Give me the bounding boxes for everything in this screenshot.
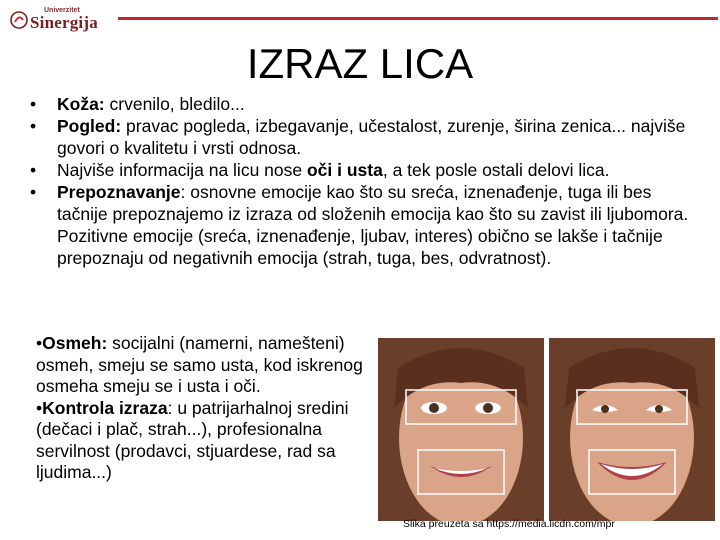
bullet-list <box>30 93 702 269</box>
genuine-smile-photo <box>549 338 715 521</box>
header-rule <box>118 17 718 20</box>
bullet-item <box>30 181 702 269</box>
control-keyword: Kontrola izraza <box>42 397 168 418</box>
bullet-text: pravac pogleda, izbegavanje, učestalost, zurenje, širina zenica... najviše govori o kvalitetu i vrsti odnosa. <box>57 116 686 158</box>
bullet-keyword: oči i usta <box>306 160 383 180</box>
smile-text: socijalni (namerni, namešteni) osmeh, smeju se samo usta, kod iskrenog osmeha smeju se i usta i oči. <box>36 333 363 396</box>
bullet-dot: • <box>30 116 37 136</box>
bullet-item <box>30 115 702 159</box>
bullet-keyword: Pogled: <box>57 116 122 136</box>
smile-comparison-photos <box>378 338 715 521</box>
bullet-keyword: Koža: <box>57 94 105 114</box>
slide-title: IZRAZ LICA <box>246 40 474 87</box>
bullet-item <box>30 159 702 181</box>
smile-paragraph <box>36 333 366 398</box>
smile-keyword: Osmeh: <box>42 333 108 353</box>
paragraph-bullet: • <box>36 333 43 353</box>
smile-text-box <box>36 333 366 484</box>
university-logo <box>6 5 116 33</box>
logo-wordmark: Sinergija <box>30 13 98 32</box>
bullet-text-pre: Najviše informacija na licu nose <box>57 160 307 180</box>
bullet-dot: • <box>30 94 37 114</box>
bullet-keyword: Prepoznavanje <box>57 182 181 202</box>
bullet-text: : osnovne emocije kao što su sreća, iznenađenje, tuga ili bes tačnije prepoznajemo iz izraza od složenih emocija kao što su zavist ili ljubomora. Pozitivne emocije (sreća, iznenađenje, ljubav, interes) obično se lakše i tačnije prepoznaju od negativnih emocija (strah, tuga, bes, odvratnost). <box>57 182 689 268</box>
logo-mark-icon <box>10 11 28 29</box>
logo-subtitle: Univerzitet <box>44 7 80 14</box>
bullet-dot: • <box>30 182 37 202</box>
bullet-item <box>30 93 702 115</box>
bullet-text: , a tek posle ostali delovi lica. <box>382 160 610 180</box>
image-caption: Slika preuzeta sa https://media.licdn.com/mpr <box>403 518 615 530</box>
control-paragraph <box>36 398 366 484</box>
bullet-dot: • <box>30 160 37 180</box>
social-smile-photo <box>378 338 544 521</box>
bullet-text: crvenilo, bledilo... <box>104 94 245 114</box>
control-text: : u patrijarhalnoj sredini (dečaci i plač, strah...), profesionalna servilnost (prodavci, stjuardese, rad sa ljudima...) <box>36 397 349 482</box>
paragraph-bullet: • <box>36 397 43 418</box>
